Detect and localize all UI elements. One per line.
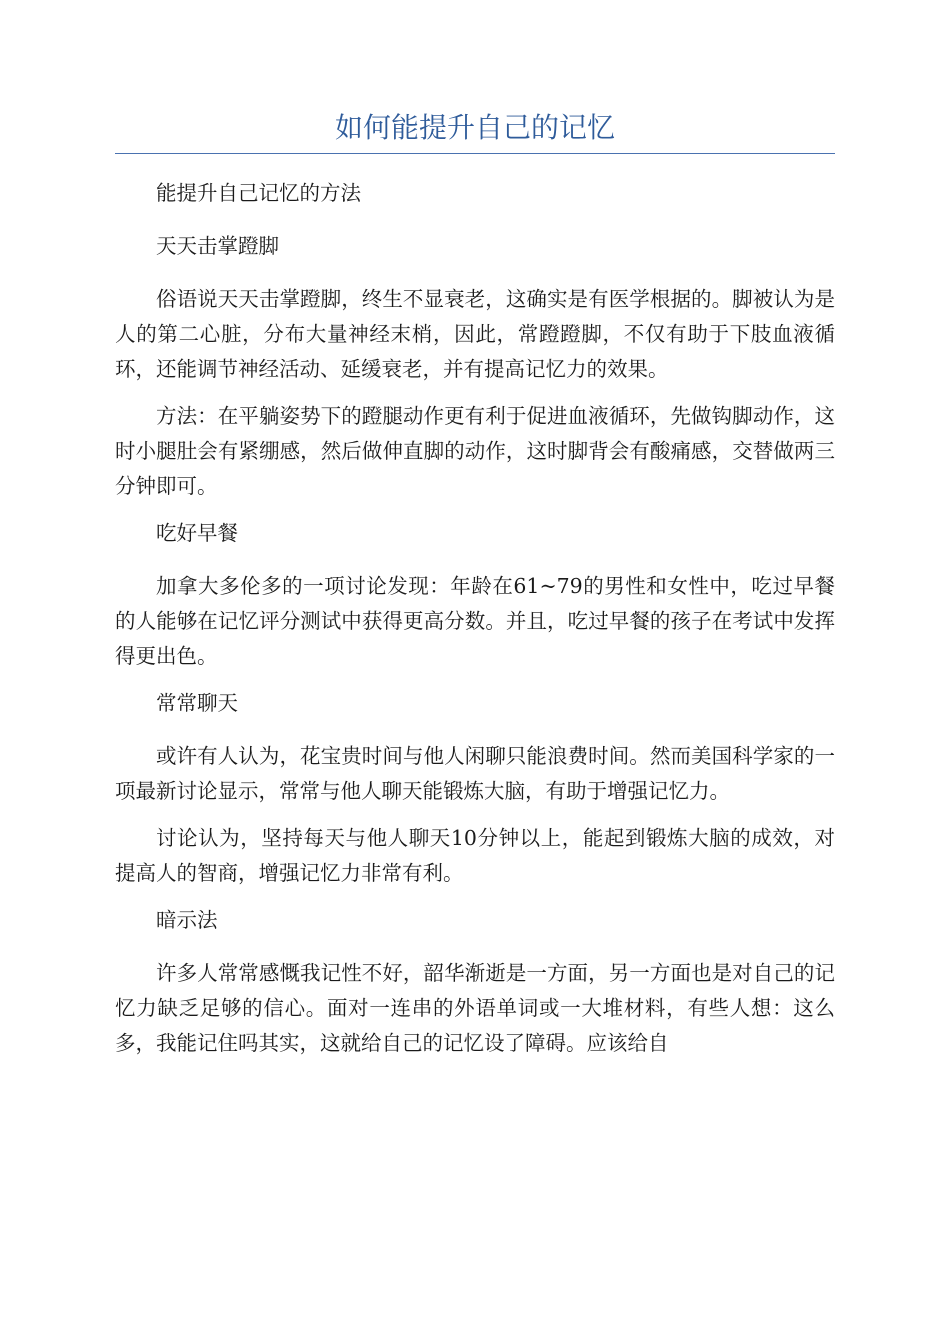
title-underline (115, 153, 835, 154)
section-heading: 常常聊天 (156, 691, 238, 715)
body-paragraph: 方法：在平躺姿势下的蹬腿动作更有利于促进血液循环，先做钩脚动作，这时小腿肚会有紧绷感，然后做伸直脚的动作，这时脚背会有酸痛感，交替做两三分钟即可。 (115, 404, 835, 498)
body-paragraph: 讨论认为，坚持每天与他人聊天10分钟以上，能起到锻炼大脑的成效，对提高人的智商，增强记忆力非常有利。 (115, 826, 835, 885)
section-heading: 天天击掌蹬脚 (156, 234, 279, 258)
section-heading: 暗示法 (156, 908, 218, 932)
body-paragraph: 加拿大多伦多的一项讨论发现：年龄在61~79的男性和女性中，吃过早餐的人能够在记忆评分测试中获得更高分数。并且，吃过早餐的孩子在考试中发挥得更出色。 (115, 574, 835, 668)
body-paragraph: 许多人常常感慨我记性不好，韶华渐逝是一方面，另一方面也是对自己的记忆力缺乏足够的信心。面对一连串的外语单词或一大堆材料，有些人想：这么多，我能记住吗其实，这就给自己的记忆设了障碍。应该给自 (115, 961, 835, 1055)
section-heading: 能提升自己记忆的方法 (156, 181, 361, 205)
section-heading: 吃好早餐 (156, 521, 238, 545)
document-title: 如何能提升自己的记忆 (334, 111, 615, 144)
body-paragraph: 俗语说天天击掌蹬脚，终生不显衰老，这确实是有医学根据的。脚被认为是人的第二心脏，分布大量神经末梢，因此，常蹬蹬脚，不仅有助于下肢血液循环，还能调节神经活动、延缓衰老，并有提高记忆力的效果。 (115, 287, 835, 381)
document-body (115, 176, 835, 1073)
body-paragraph: 或许有人认为，花宝贵时间与他人闲聊只能浪费时间。然而美国科学家的一项最新讨论显示，常常与他人聊天能锻炼大脑，有助于增强记忆力。 (115, 744, 835, 803)
